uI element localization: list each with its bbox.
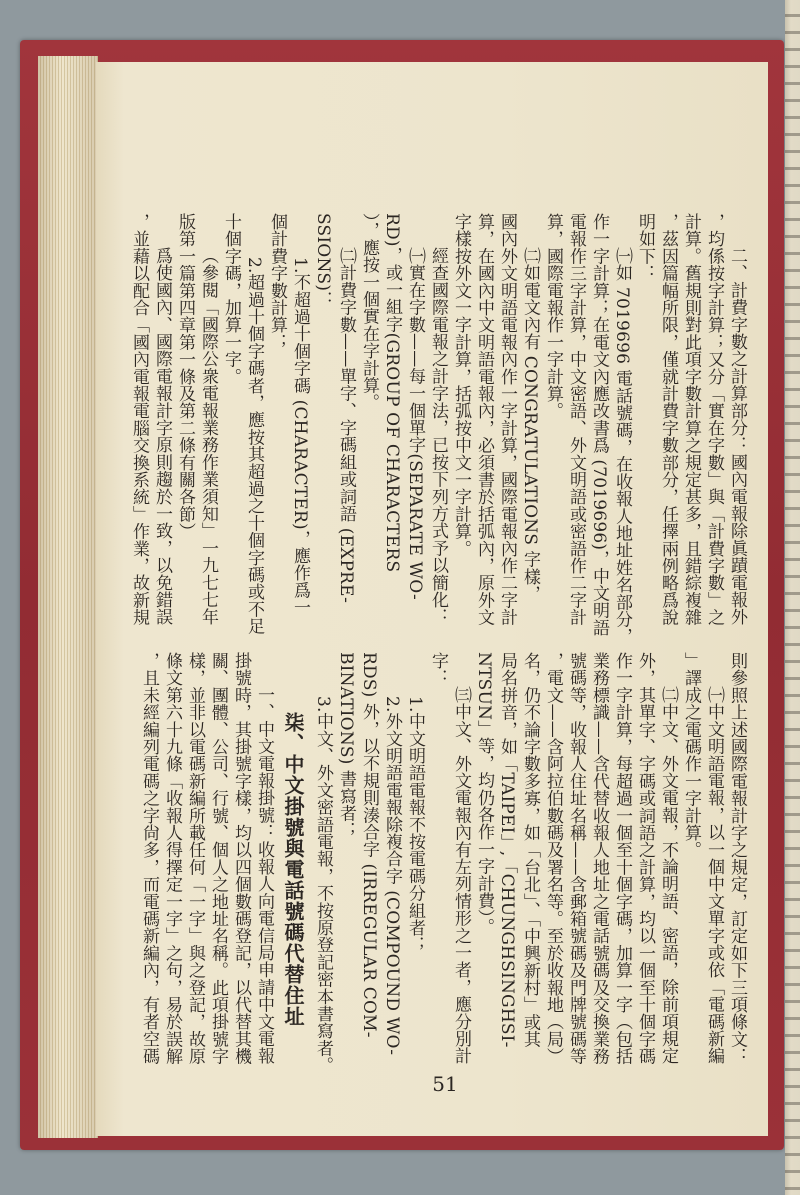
- text-column: ），應按一個實在字計算。: [359, 213, 379, 411]
- text-column: ，茲因篇幅所限，僅就計費字數部分，任擇兩例略爲說: [658, 213, 678, 626]
- text-column: 電報作三字計算，中文密語、外文明語或密語作二字計: [566, 213, 586, 626]
- text-column: RD)，或一組字(GROUP OF CHARACTERS: [382, 213, 402, 573]
- text-column: 則參照上述國際電報計字之規定，訂定如下三項條文：: [727, 652, 747, 1065]
- text-column: 業務標識——含代替收報人地址之電話號碼及交換業務: [589, 652, 609, 1065]
- text-column: ㈠實在字數——每一個單字(SEPARATE WO-: [405, 247, 425, 600]
- text-column: 關、團體、公司、行號、個人之地址名稱。此項掛號字: [208, 652, 228, 1065]
- text-column: （參閱「國際公衆電報業務作業須知」一九七七年: [198, 247, 218, 626]
- text-column: 掛號時，其掛號字樣，均以四個數碼登記，以代替其機: [231, 652, 251, 1065]
- upper-text-block: [127, 213, 748, 643]
- page-number: 51: [432, 1072, 458, 1096]
- text-column: 」譯成之電碼作一字計算。: [681, 652, 701, 859]
- adjacent-page-strip: [785, 0, 800, 1195]
- text-column: 國內外文明語電報內作一字計算，國際電報內作二字計: [497, 213, 517, 626]
- text-column: ，均係按字計算；又分「實在字數」與「計費字數」之: [704, 213, 724, 626]
- text-column: 明如下：: [635, 213, 655, 282]
- text-column: 作一字計算；在電文內應改書爲 (7019696)，中文明語: [589, 213, 609, 637]
- text-column: 名，仍不論字數多寡，如「台北」、「中興新村」或其: [520, 652, 540, 1048]
- text-column: 計算。舊規則對此項字數計算之規定甚多，且錯綜複雜: [681, 213, 701, 626]
- text-column: ㈠中文明語電報，以一個中文單字或依「電碼新編: [704, 686, 724, 1065]
- section-heading: 柒、中文掛號與電話號碼代替住址: [281, 712, 305, 1027]
- text-column: ㈡計費字數——單字、字碼組或詞語 (EXPRE-: [336, 247, 356, 604]
- text-column: 條文第六十九條「收報人得擇定一字」之句，易於誤解: [162, 652, 182, 1065]
- text-column: ㈡中文、外文電報，不論明語、密語，除前項規定: [658, 686, 678, 1065]
- text-column: NTSUN」等，均仍各作一字計費）。: [474, 652, 494, 936]
- text-column: 算，國際電報作一字計算。: [543, 213, 563, 420]
- text-column: 字：: [428, 652, 448, 687]
- lower-text-block: [137, 652, 748, 1082]
- text-column: ㈢中文、外文電報內有左列情形之一者，應分別計: [451, 686, 471, 1065]
- text-column: ，並藉以配合「國內電報電腦交換系統」作業，故新規: [129, 213, 149, 626]
- text-column: 字樣按外文一字計算，括弧按中文一字計算。: [451, 213, 471, 557]
- text-column: 版第一篇第四章第一條及第二條有關各節）: [175, 213, 195, 540]
- text-column: 局名拼音，如「TAIPEI」,「CHUNGHSINGHSI-: [497, 652, 517, 1048]
- page-edges: [38, 56, 98, 1138]
- text-column: RDS) 外，以不規則湊合字 (IRREGULAR COM-: [359, 652, 379, 1038]
- text-column: 1.中文明語電報不按電碼分組者；: [405, 696, 425, 954]
- text-column: 作一字計算，每超過一個至十個字碼，加算一字（包括: [612, 652, 632, 1065]
- text-column: 外，其單字、字碼或詞語之計算，均以一個至十個字碼: [635, 652, 655, 1065]
- text-column: 2.超過十個字碼者，應按其超過之十個字碼或不足: [244, 257, 264, 636]
- text-column: ，電文——含阿拉伯數碼及署名等。至於收報地（局）: [543, 652, 563, 1065]
- text-column: 爲使國內、國際電報計字原則趨於一致，以免錯誤: [152, 247, 172, 626]
- text-column: ㈠如 7019696 電話號碼，在收報人地址姓名部分，: [612, 247, 632, 645]
- text-column: 算，在國內中文明語電報內，必須書於括弧內，原外文: [474, 213, 494, 626]
- text-column: ，且未經編列電碼之字尙多，而電碼新編內，有者空碼: [139, 652, 159, 1065]
- text-column: 2.外文明語電報除複合字 (COMPOUND WO-: [382, 696, 402, 1056]
- text-column: 個計費字數計算；: [267, 213, 287, 351]
- text-column: SSIONS)：: [313, 213, 333, 309]
- text-column: BINATIONS) 書寫者；: [336, 652, 356, 839]
- text-column: 一、中文電報掛號：收報人向電信局申請中文電報: [254, 686, 274, 1065]
- text-column: 3.中文、外文密語電報，不按原登記密本書寫者。: [313, 696, 333, 1075]
- text-column: 號碼等，收報人住址名稱——含郵箱號碼及門牌號碼等: [566, 652, 586, 1065]
- text-column: 十個字碼，加算一字。: [221, 213, 241, 385]
- text-column: 1.不超過十個字碼 (CHARACTER)，應作爲一: [290, 257, 310, 617]
- text-column: 樣，並非以電碼新編所載任何「一字」與之登記，故原: [185, 652, 205, 1065]
- text-column: ㈡如電文內有 CONGRATULATIONS 字樣，: [520, 247, 540, 603]
- text-column: 二、計費字數之計算部分：國內電報除眞蹟電報外: [727, 247, 747, 626]
- text-column: 經查國際電報之計字法，已按下列方式予以簡化：: [428, 247, 448, 626]
